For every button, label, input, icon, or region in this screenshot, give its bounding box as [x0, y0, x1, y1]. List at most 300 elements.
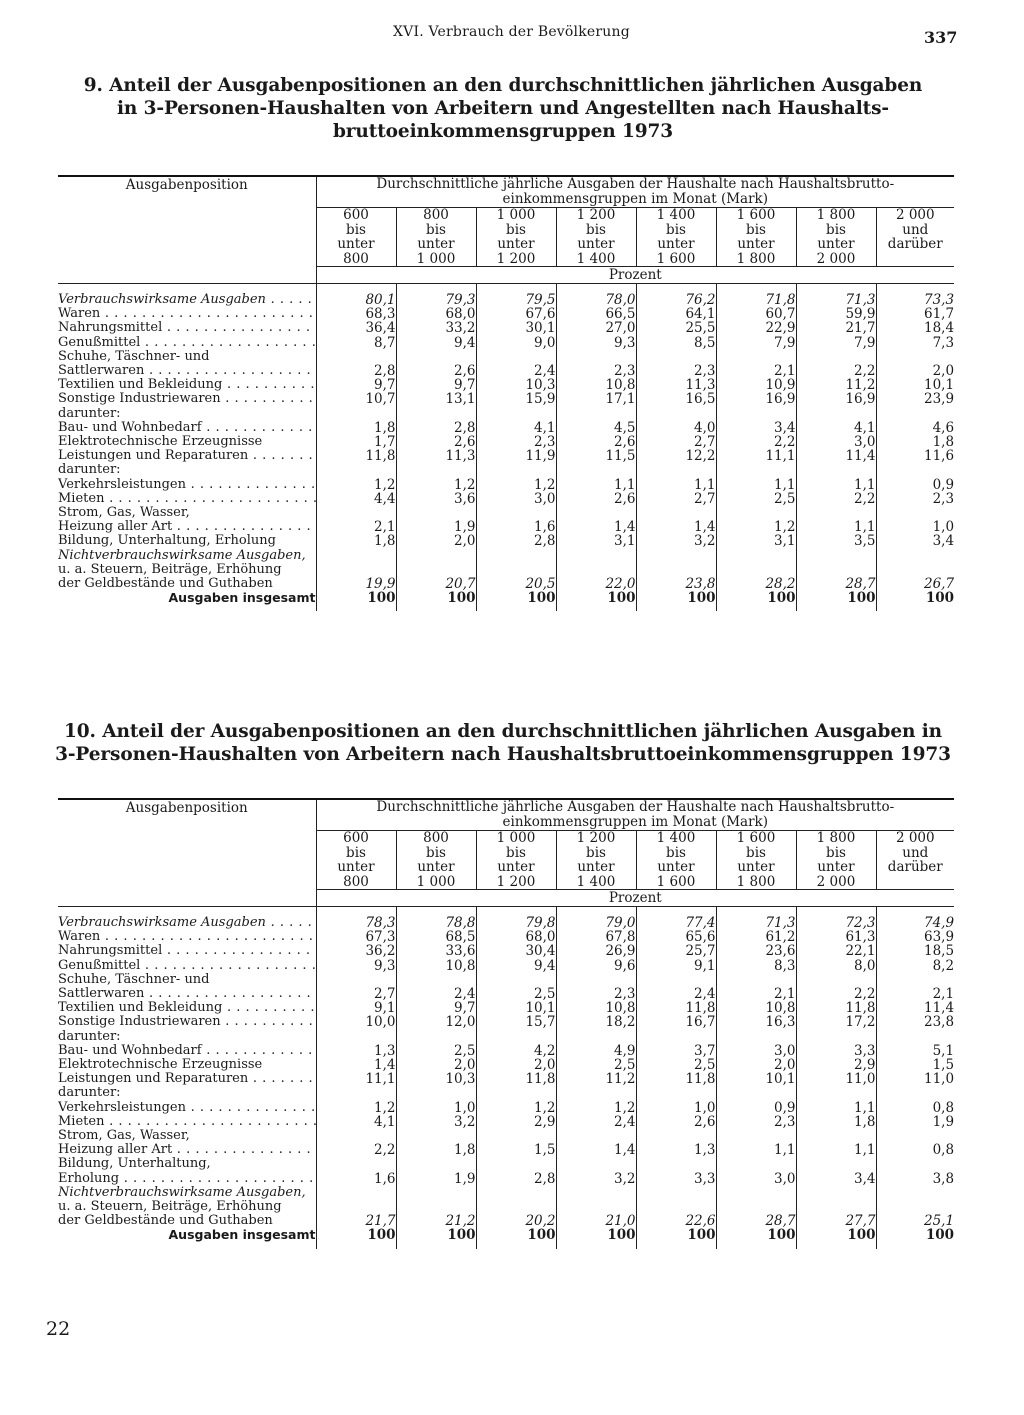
column-header-line: 1 800	[736, 250, 776, 267]
value-cell	[796, 549, 876, 563]
column-header-line: bis	[426, 844, 446, 861]
value-cell: 1,1	[636, 478, 716, 492]
row-label	[58, 1044, 316, 1058]
value-cell: 9,0	[476, 336, 556, 350]
table-row	[58, 1172, 954, 1186]
value-cell: 11,1	[316, 1072, 396, 1086]
row-label-text: Mieten . . .	[58, 492, 316, 506]
table-row	[58, 1129, 954, 1143]
column-header-line: 1 000	[496, 207, 536, 223]
table-row	[58, 973, 954, 987]
row-label	[58, 577, 316, 591]
value-cell: 2,2	[796, 987, 876, 1001]
column-header-line: bis	[506, 844, 526, 861]
value-cell	[556, 1129, 636, 1143]
value-cell	[556, 1200, 636, 1214]
value-cell: 63,9	[876, 930, 954, 944]
value-cell: 16,9	[796, 392, 876, 406]
value-cell	[316, 973, 396, 987]
column-header-line: 800	[423, 830, 449, 846]
row-label	[58, 987, 316, 1001]
value-cell: 2,6	[556, 492, 636, 506]
column-header-line: 1 000	[496, 830, 536, 846]
value-cell: 4,0	[636, 421, 716, 435]
value-cell: 1,0	[636, 1101, 716, 1115]
row-label-text: Bau- und Wohnbedarf . . .	[58, 421, 316, 435]
row-label	[58, 1058, 316, 1072]
value-cell: 21,7	[796, 321, 876, 335]
row-label	[58, 492, 316, 506]
value-cell	[316, 463, 396, 477]
row-label	[58, 463, 316, 477]
value-cell: 11,0	[876, 1072, 954, 1086]
value-cell: 9,6	[556, 959, 636, 973]
table-row	[58, 336, 954, 350]
unit-label: Prozent	[316, 890, 954, 907]
value-cell: 3,3	[796, 1044, 876, 1058]
column-header-line: bis	[426, 221, 446, 238]
value-cell	[876, 463, 954, 477]
row-label-text: Heizung aller Art . . .	[58, 1143, 316, 1157]
value-cell	[556, 563, 636, 577]
value-cell	[476, 1030, 556, 1044]
value-cell: 16,5	[636, 392, 716, 406]
value-cell	[636, 1157, 716, 1171]
value-cell: 12,0	[396, 1015, 476, 1029]
column-header-line: 1 400	[576, 873, 616, 890]
value-cell: 23,9	[876, 392, 954, 406]
value-cell: 100	[316, 591, 396, 611]
value-cell: 3,4	[876, 534, 954, 548]
value-cell: 9,1	[636, 959, 716, 973]
value-cell	[316, 1030, 396, 1044]
value-cell: 2,2	[796, 364, 876, 378]
value-cell: 10,1	[876, 378, 954, 392]
value-cell	[716, 407, 796, 421]
value-cell: 8,0	[796, 959, 876, 973]
footer-page-number: 22	[46, 1318, 71, 1340]
value-cell: 2,5	[556, 1058, 636, 1072]
value-cell: 9,7	[396, 378, 476, 392]
value-cell: 10,8	[396, 959, 476, 973]
value-cell: 18,2	[556, 1015, 636, 1029]
column-header-line: 1 600	[656, 873, 696, 890]
value-cell	[716, 463, 796, 477]
value-cell	[476, 1086, 556, 1100]
value-cell: 23,8	[876, 1015, 954, 1029]
table-row	[58, 577, 954, 591]
value-cell	[316, 407, 396, 421]
value-cell	[716, 1086, 796, 1100]
column-group-label: Durchschnittliche jährliche Ausgaben der Haushalte nach Haushaltsbrutto-einkommensgruppen im Monat (Mark)	[316, 799, 954, 831]
value-cell: 1,5	[876, 1058, 954, 1072]
value-cell	[796, 506, 876, 520]
column-header-line: unter	[337, 859, 375, 875]
value-cell: 3,5	[796, 534, 876, 548]
value-cell: 9,3	[316, 959, 396, 973]
value-cell: 8,7	[316, 336, 396, 350]
table-row	[58, 907, 954, 931]
value-cell: 64,1	[636, 307, 716, 321]
column-header	[636, 208, 716, 267]
column-header-line: unter	[657, 859, 695, 875]
value-cell: 100	[396, 1228, 476, 1248]
row-label	[58, 1143, 316, 1157]
value-cell	[476, 1200, 556, 1214]
column-header	[796, 208, 876, 267]
table-row	[58, 944, 954, 958]
value-cell: 22,1	[796, 944, 876, 958]
table-row	[58, 1228, 954, 1248]
row-label	[58, 1015, 316, 1029]
value-cell: 100	[636, 1228, 716, 1248]
value-cell: 79,3	[396, 284, 476, 308]
row-label	[58, 407, 316, 421]
value-cell	[876, 549, 954, 563]
value-cell: 2,6	[636, 1115, 716, 1129]
value-cell	[716, 549, 796, 563]
table-row	[58, 591, 954, 611]
row-label	[58, 392, 316, 406]
row-label-text: Sattlerwaren . . .	[58, 364, 316, 378]
row-label	[58, 336, 316, 350]
row-label-text: der Geldbestände und Guthaben	[58, 577, 273, 592]
value-cell	[396, 1030, 476, 1044]
value-cell: 11,6	[876, 449, 954, 463]
column-header	[396, 208, 476, 267]
value-cell: 3,2	[636, 534, 716, 548]
column-header-line: 1 600	[736, 207, 776, 223]
column-header-line: unter	[817, 236, 855, 252]
row-label-text: Schuhe, Täschner- und	[58, 972, 210, 987]
value-cell: 3,2	[556, 1172, 636, 1186]
value-cell	[636, 1200, 716, 1214]
value-cell: 3,0	[476, 492, 556, 506]
value-cell	[716, 350, 796, 364]
value-cell: 77,4	[636, 907, 716, 931]
value-cell: 2,9	[796, 1058, 876, 1072]
value-cell: 11,4	[796, 449, 876, 463]
value-cell: 2,1	[316, 520, 396, 534]
table-row	[58, 463, 954, 477]
table-9-title-line-3: bruttoeinkommensgruppen 1973	[332, 121, 674, 142]
value-cell: 1,4	[556, 520, 636, 534]
row-label	[58, 378, 316, 392]
value-cell: 100	[876, 591, 954, 611]
value-cell: 22,6	[636, 1214, 716, 1228]
table-row	[58, 1001, 954, 1015]
value-cell: 100	[636, 591, 716, 611]
value-cell: 2,7	[636, 435, 716, 449]
value-cell: 10,1	[476, 1001, 556, 1015]
row-label-text: Sonstige Industriewaren . . .	[58, 1015, 316, 1029]
column-header-line: 1 200	[576, 830, 616, 846]
value-cell: 20,5	[476, 577, 556, 591]
value-cell: 2,2	[796, 492, 876, 506]
value-cell	[636, 1186, 716, 1200]
row-label	[58, 520, 316, 534]
value-cell: 2,3	[636, 364, 716, 378]
value-cell: 79,0	[556, 907, 636, 931]
value-cell: 67,8	[556, 930, 636, 944]
value-cell	[396, 563, 476, 577]
value-cell: 3,3	[636, 1172, 716, 1186]
value-cell	[396, 350, 476, 364]
value-cell: 28,7	[716, 1214, 796, 1228]
value-cell	[396, 973, 476, 987]
column-header-line: unter	[497, 236, 535, 252]
value-cell	[476, 549, 556, 563]
row-label-text: Erholung . . .	[58, 1172, 316, 1186]
value-cell: 79,8	[476, 907, 556, 931]
column-header	[796, 831, 876, 890]
column-header-line: bis	[346, 221, 366, 238]
value-cell: 1,1	[796, 520, 876, 534]
value-cell: 100	[796, 1228, 876, 1248]
value-cell: 15,7	[476, 1015, 556, 1029]
table-row	[58, 549, 954, 563]
value-cell	[556, 1086, 636, 1100]
value-cell: 23,6	[716, 944, 796, 958]
value-cell: 1,1	[796, 1101, 876, 1115]
value-cell: 9,7	[316, 378, 396, 392]
column-header-line: 1 400	[576, 250, 616, 267]
value-cell: 1,7	[316, 435, 396, 449]
value-cell: 100	[476, 591, 556, 611]
value-cell: 4,1	[796, 421, 876, 435]
value-cell: 2,8	[476, 534, 556, 548]
row-label-text: Ausgaben insgesamt	[168, 1228, 316, 1243]
table-row	[58, 378, 954, 392]
value-cell: 0,8	[876, 1143, 954, 1157]
value-cell	[316, 350, 396, 364]
value-cell: 2,3	[876, 492, 954, 506]
value-cell: 72,3	[796, 907, 876, 931]
value-cell: 1,3	[636, 1143, 716, 1157]
column-header	[876, 208, 954, 267]
value-cell: 7,9	[796, 336, 876, 350]
column-header-line: unter	[817, 859, 855, 875]
value-cell	[716, 1186, 796, 1200]
value-cell: 1,8	[876, 435, 954, 449]
column-header-line: 1 800	[736, 873, 776, 890]
row-label-text: darunter:	[58, 463, 121, 478]
row-label	[58, 1001, 316, 1015]
value-cell	[796, 563, 876, 577]
value-cell: 3,8	[876, 1172, 954, 1186]
value-cell: 1,9	[396, 520, 476, 534]
value-cell: 30,1	[476, 321, 556, 335]
column-header-line: 2 000	[816, 873, 856, 890]
value-cell: 2,8	[476, 1172, 556, 1186]
table-row	[58, 1101, 954, 1115]
row-label	[58, 1030, 316, 1044]
row-label	[58, 907, 316, 931]
value-cell	[556, 1157, 636, 1171]
value-cell	[476, 1129, 556, 1143]
value-cell: 67,6	[476, 307, 556, 321]
column-header	[556, 831, 636, 890]
table-row	[58, 1157, 954, 1171]
value-cell: 2,6	[396, 364, 476, 378]
value-cell: 1,2	[476, 1101, 556, 1115]
value-cell: 2,1	[716, 364, 796, 378]
value-cell: 67,3	[316, 930, 396, 944]
table-row	[58, 1186, 954, 1200]
value-cell	[796, 1200, 876, 1214]
value-cell: 100	[556, 1228, 636, 1248]
value-cell	[556, 407, 636, 421]
value-cell: 9,1	[316, 1001, 396, 1015]
value-cell: 11,4	[876, 1001, 954, 1015]
column-header-line: 1 200	[496, 250, 536, 267]
value-cell: 0,8	[876, 1101, 954, 1115]
row-label-text: u. a. Steuern, Beiträge, Erhöhung	[58, 562, 282, 577]
table-row	[58, 364, 954, 378]
value-cell: 11,8	[796, 1001, 876, 1015]
row-label	[58, 1157, 316, 1171]
column-header-line: 1 600	[656, 250, 696, 267]
row-label-text: Heizung aller Art . . .	[58, 520, 316, 534]
unit-label: Prozent	[316, 267, 954, 284]
value-cell: 1,8	[316, 421, 396, 435]
column-header-line: 800	[343, 873, 369, 890]
value-cell	[316, 563, 396, 577]
value-cell: 0,9	[876, 478, 954, 492]
table-row	[58, 435, 954, 449]
value-cell	[876, 350, 954, 364]
row-label	[58, 591, 316, 611]
column-header-line: 1 200	[496, 873, 536, 890]
table-10-body	[58, 907, 954, 1249]
value-cell: 25,5	[636, 321, 716, 335]
value-cell: 4,9	[556, 1044, 636, 1058]
table-9	[50, 74, 956, 607]
value-cell: 17,1	[556, 392, 636, 406]
table-10-grid	[58, 798, 954, 1249]
column-header-line: bis	[586, 221, 606, 238]
table-9-header	[58, 176, 954, 284]
value-cell: 2,4	[396, 987, 476, 1001]
value-cell: 27,7	[796, 1214, 876, 1228]
value-cell: 2,0	[396, 1058, 476, 1072]
column-header-line: 600	[343, 830, 369, 846]
value-cell	[636, 1086, 716, 1100]
value-cell: 68,0	[476, 930, 556, 944]
value-cell: 1,1	[796, 1143, 876, 1157]
value-cell: 10,7	[316, 392, 396, 406]
value-cell	[796, 350, 876, 364]
value-cell: 10,3	[396, 1072, 476, 1086]
value-cell	[396, 506, 476, 520]
column-header-line: bis	[586, 844, 606, 861]
table-row	[58, 492, 954, 506]
column-header-line: bis	[506, 221, 526, 238]
value-cell: 22,0	[556, 577, 636, 591]
table-9-grid	[58, 175, 954, 611]
value-cell: 100	[476, 1228, 556, 1248]
row-label	[58, 307, 316, 321]
value-cell: 1,2	[476, 478, 556, 492]
table-row	[58, 563, 954, 577]
column-header-line: unter	[417, 859, 455, 875]
table-10-title-line-1: 10. Anteil der Ausgabenpositionen an den durchschnittlichen jährlichen Ausgaben in	[64, 721, 942, 742]
column-header-line: unter	[337, 236, 375, 252]
value-cell: 10,0	[316, 1015, 396, 1029]
value-cell: 11,2	[556, 1072, 636, 1086]
running-head	[0, 24, 1024, 48]
value-cell: 2,0	[876, 364, 954, 378]
value-cell: 2,3	[716, 1115, 796, 1129]
value-cell	[556, 1186, 636, 1200]
column-header	[716, 831, 796, 890]
value-cell	[316, 506, 396, 520]
row-label-text: Nahrungsmittel . . .	[58, 321, 316, 335]
value-cell: 9,4	[476, 959, 556, 973]
value-cell	[716, 1200, 796, 1214]
value-cell: 18,5	[876, 944, 954, 958]
row-label	[58, 321, 316, 335]
value-cell: 1,1	[716, 478, 796, 492]
column-header-line: unter	[417, 236, 455, 252]
row-label	[58, 944, 316, 958]
value-cell	[316, 1086, 396, 1100]
table-9-title-line-2: in 3-Personen-Haushalten von Arbeitern und Angestellten nach Haushalts-	[117, 98, 889, 119]
value-cell: 2,5	[716, 492, 796, 506]
value-cell: 61,7	[876, 307, 954, 321]
value-cell	[396, 1200, 476, 1214]
table-row	[58, 1143, 954, 1157]
value-cell	[396, 1186, 476, 1200]
table-row	[58, 959, 954, 973]
value-cell: 66,5	[556, 307, 636, 321]
row-label	[58, 549, 316, 563]
value-cell: 2,7	[316, 987, 396, 1001]
row-label-text: Genußmittel . . .	[58, 336, 316, 350]
table-row	[58, 421, 954, 435]
value-cell: 2,4	[556, 1115, 636, 1129]
value-cell: 1,0	[396, 1101, 476, 1115]
value-cell	[636, 549, 716, 563]
value-cell: 11,8	[476, 1072, 556, 1086]
value-cell: 8,5	[636, 336, 716, 350]
value-cell	[476, 973, 556, 987]
value-cell	[316, 549, 396, 563]
value-cell: 68,5	[396, 930, 476, 944]
table-row	[58, 1058, 954, 1072]
column-header	[556, 208, 636, 267]
value-cell	[556, 549, 636, 563]
value-cell: 3,1	[716, 534, 796, 548]
value-cell: 1,2	[396, 478, 476, 492]
value-cell: 2,3	[476, 435, 556, 449]
row-label-text: Textilien und Bekleidung . . .	[58, 378, 316, 392]
row-label-text: Strom, Gas, Wasser,	[58, 506, 190, 521]
value-cell	[876, 1186, 954, 1200]
value-cell: 3,1	[556, 534, 636, 548]
value-cell	[716, 1129, 796, 1143]
value-cell	[796, 1030, 876, 1044]
value-cell: 2,9	[476, 1115, 556, 1129]
value-cell: 2,0	[396, 534, 476, 548]
table-row	[58, 1214, 954, 1228]
value-cell: 36,2	[316, 944, 396, 958]
value-cell: 1,4	[636, 520, 716, 534]
value-cell	[876, 1086, 954, 1100]
value-cell: 1,0	[876, 520, 954, 534]
column-header-line: 1 400	[656, 207, 696, 223]
row-label-text: darunter:	[58, 1029, 121, 1044]
